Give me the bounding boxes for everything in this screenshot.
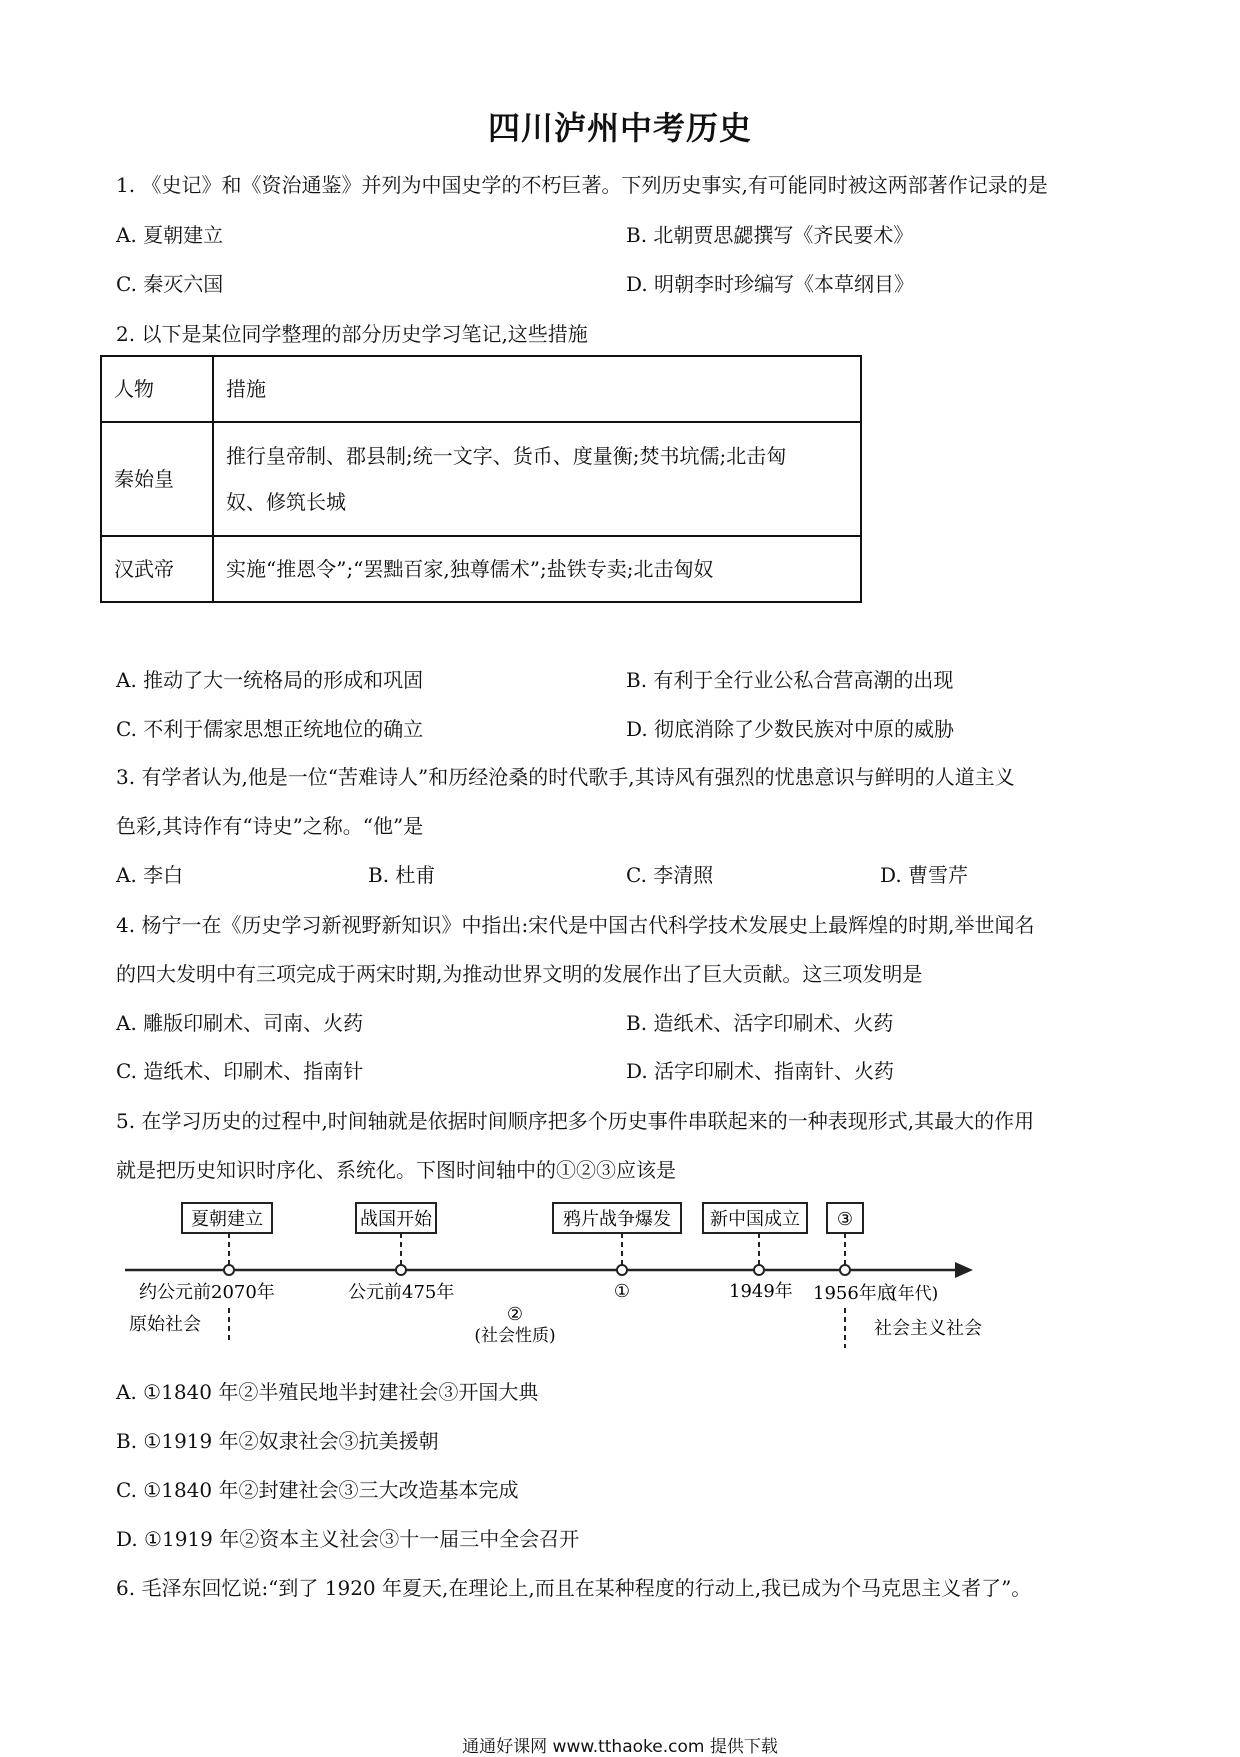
timeline-point [840, 1265, 850, 1275]
q3-option-a: A. 李白 [116, 863, 184, 887]
timeline-period: 原始社会 [129, 1314, 201, 1335]
timeline-box-label: 夏朝建立 [191, 1209, 263, 1230]
table-row [101, 422, 861, 536]
q2-option-a: A. 推动了大一统格局的形成和巩固 [116, 668, 424, 692]
q5-option-b: B. ①1919 年②奴隶社会③抗美援朝 [116, 1429, 439, 1453]
q1-stem: 1. 《史记》和《资治通鉴》并列为中国史学的不朽巨著。下列历史事实,有可能同时被这两部著作记录的是 [116, 173, 1048, 197]
timeline-box-label: 战国开始 [360, 1209, 432, 1230]
table-cell-person: 汉武帝 [101, 536, 213, 602]
q4-option-d: D. 活字印刷术、指南针、火药 [626, 1059, 895, 1083]
q3-stem-line1: 3. 有学者认为,他是一位“苦难诗人”和历经沧桑的时代歌手,其诗风有强烈的忧患意识与鲜明的人道主义 [116, 765, 1015, 789]
q2-stem: 2. 以下是某位同学整理的部分历史学习笔记,这些措施 [116, 322, 588, 346]
q4-stem-line2: 的四大发明中有三项完成于两宋时期,为推动世界文明的发展作出了巨大贡献。这三项发明是 [116, 962, 923, 986]
q4-option-a: A. 雕版印刷术、司南、火药 [116, 1011, 364, 1035]
table-header-measure: 措施 [213, 356, 861, 422]
q1-option-a: A. 夏朝建立 [116, 223, 224, 247]
measure-line: 推行皇帝制、郡县制;统一文字、货币、度量衡;焚书坑儒;北击匈 [226, 444, 787, 468]
q5-option-a: A. ①1840 年②半殖民地半封建社会③开国大典 [116, 1380, 539, 1404]
table-cell-measure: 实施“推恩令”;“罢黜百家,独尊儒术”;盐铁专卖;北击匈奴 [213, 536, 861, 602]
timeline-period-mark: ② [506, 1304, 524, 1325]
q1-option-d: D. 明朝李时珍编写《本草纲目》 [626, 272, 915, 296]
q3-option-b: B. 杜甫 [368, 863, 436, 887]
page-title: 四川泸州中考历史 [487, 109, 752, 147]
q4-option-b: B. 造纸术、活字印刷术、火药 [626, 1011, 894, 1035]
q1-option-b: B. 北朝贾思勰撰写《齐民要术》 [626, 223, 914, 247]
table-header-person: 人物 [101, 356, 213, 422]
timeline-point [224, 1265, 234, 1275]
measure-line: 奴、修筑长城 [226, 490, 346, 514]
timeline-box-label: ③ [836, 1209, 854, 1230]
q4-option-c: C. 造纸术、印刷术、指南针 [116, 1059, 364, 1083]
notes-table [100, 355, 862, 603]
q2-option-b: B. 有利于全行业公私合营高潮的出现 [626, 668, 954, 692]
timeline-date: 1949年 [729, 1281, 793, 1302]
timeline-point [396, 1265, 406, 1275]
timeline-period: 社会主义社会 [874, 1318, 982, 1339]
q3-option-d: D. 曹雪芹 [880, 863, 969, 887]
timeline-period: (社会性质) [474, 1326, 556, 1346]
page-footer: 通通好课网 www.tthaoke.com 提供下载 [462, 1737, 778, 1757]
table-cell-person: 秦始皇 [101, 422, 213, 536]
timeline-date: 约公元前2070年 [139, 1282, 275, 1303]
timeline-figure [125, 1200, 995, 1350]
q3-option-c: C. 李清照 [626, 863, 714, 887]
timeline-date: 公元前475年 [348, 1282, 455, 1303]
timeline-date: ① [613, 1281, 631, 1302]
q2-option-c: C. 不利于儒家思想正统地位的确立 [116, 717, 424, 741]
q2-option-d: D. 彻底消除了少数民族对中原的威胁 [626, 717, 955, 741]
table-row [101, 356, 861, 422]
timeline-date: 1956年底 [813, 1283, 895, 1304]
q6-stem: 6. 毛泽东回忆说:“到了 1920 年夏天,在理论上,而且在某种程度的行动上,我已成为个马克思主义者了”。 [116, 1576, 1032, 1600]
timeline-point [617, 1265, 627, 1275]
timeline-point [754, 1265, 764, 1275]
q5-option-d: D. ①1919 年②资本主义社会③十一届三中全会召开 [116, 1527, 580, 1551]
table-row [101, 536, 861, 602]
table-cell-measure [213, 422, 861, 536]
timeline-unit: (年代) [891, 1284, 939, 1304]
timeline-arrow [955, 1262, 973, 1278]
timeline-box-label: 鸦片战争爆发 [563, 1209, 671, 1230]
timeline-box-label: 新中国成立 [710, 1209, 800, 1230]
q5-stem-line1: 5. 在学习历史的过程中,时间轴就是依据时间顺序把多个历史事件串联起来的一种表现形式,其最大的作用 [116, 1109, 1035, 1133]
q1-option-c: C. 秦灭六国 [116, 272, 224, 296]
q4-stem-line1: 4. 杨宁一在《历史学习新视野新知识》中指出:宋代是中国古代科学技术发展史上最辉煌的时期,举世闻名 [116, 913, 1035, 937]
q3-stem-line2: 色彩,其诗作有“诗史”之称。“他”是 [116, 814, 424, 838]
q5-stem-line2: 就是把历史知识时序化、系统化。下图时间轴中的①②③应该是 [116, 1158, 676, 1182]
q5-option-c: C. ①1840 年②封建社会③三大改造基本完成 [116, 1478, 519, 1502]
